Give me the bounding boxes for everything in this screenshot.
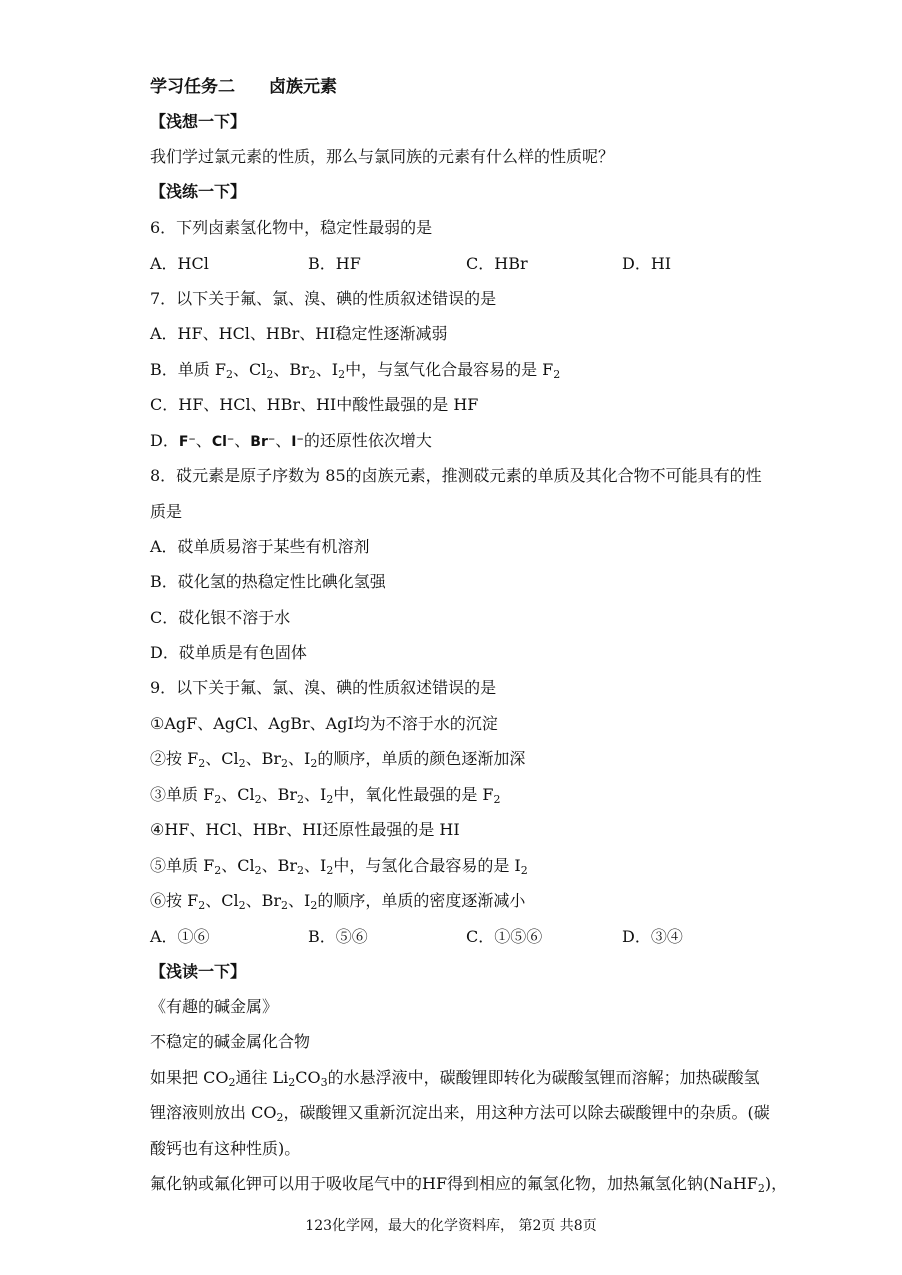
q7-option-d: D．F⁻、Cl⁻、Br⁻、I⁻的还原性依次增大 [150, 431, 432, 450]
q9-statement-1: ①AgF、AgCl、AgBr、AgI均为不溶于水的沉淀 [150, 714, 498, 733]
reading-paragraph1-line3: 酸钙也有这种性质)。 [150, 1139, 301, 1158]
q7-option-c: C．HF、HCl、HBr、HI中酸性最强的是 HF [150, 395, 479, 414]
think-text: 我们学过氯元素的性质，那么与氯同族的元素有什么样的性质呢？ [150, 147, 615, 166]
q6-stem: 6．下列卤素氢化物中，稳定性最弱的是 [150, 218, 433, 237]
q6-option-a: A．HCl [150, 254, 209, 273]
section-practice: 【浅练一下】 [150, 182, 247, 201]
reading-book-title: 《有趣的碱金属》 [150, 997, 279, 1016]
q8-option-b: B．砹化氢的热稳定性比碘化氢强 [150, 572, 386, 591]
q9-statement-4: ④HF、HCl、HBr、HI还原性最强的是 HI [150, 820, 460, 839]
section-think: 【浅想一下】 [150, 112, 247, 131]
q8-option-c: C．砹化银不溶于水 [150, 608, 291, 627]
q9-option-c: C．①⑤⑥ [466, 927, 543, 946]
q7-option-b: B．单质 $F_2$、$Cl_2$、$Br_2$、$I_2$中，与氢气化合最容易的是 $F_2$ [150, 360, 561, 381]
q8-stem-line1: 8．砹元素是原子序数为 85的卤族元素，推测砹元素的单质及其化合物不可能具有的性 [150, 466, 762, 485]
q8-stem-line2: 质是 [150, 502, 183, 521]
q7-option-a: A．HF、HCl、HBr、HI稳定性逐渐减弱 [150, 324, 448, 343]
q7-stem: 7．以下关于氟、氯、溴、碘的性质叙述错误的是 [150, 289, 497, 308]
q6-option-c: C．HBr [466, 254, 528, 273]
q9-statement-2: ②按 $F_2$、$Cl_2$、$Br_2$、$I_2$的顺序，单质的颜色逐渐加深 [150, 749, 526, 770]
q9-statement-6: ⑥按 $F_2$、$Cl_2$、$Br_2$、$I_2$的顺序，单质的密度逐渐减小 [150, 891, 526, 912]
q9-statement-3: ③单质 $F_2$、$Cl_2$、$Br_2$、$I_2$中，氧化性最强的是 $F_2$ [150, 785, 501, 806]
section-read: 【浅读一下】 [150, 962, 247, 981]
q9-option-a: A．①⑥ [150, 927, 210, 946]
reading-paragraph2: 氟化钠或氟化钾可以用于吸收尾气中的HF得到相应的氟氢化物，加热氟氢化钠(NaHF$_2$)， [150, 1174, 788, 1195]
q6-option-b: B．HF [308, 254, 361, 273]
q9-statement-5: ⑤单质 $F_2$、$Cl_2$、$Br_2$、$I_2$中，与氢化合最容易的是 $I_2$ [150, 856, 528, 877]
q8-option-d: D．砹单质是有色固体 [150, 643, 307, 662]
q9-option-d: D．③④ [622, 927, 683, 946]
reading-paragraph1-line2: 锂溶液则放出 $CO_2$，碳酸锂又重新沉淀出来，用这种方法可以除去碳酸锂中的杂质。(碳 [150, 1103, 770, 1124]
reading-subtitle: 不稳定的碱金属化合物 [150, 1032, 311, 1051]
q6-option-d: D．HI [622, 254, 672, 273]
page-title: 学习任务二 卤族元素 [150, 77, 337, 97]
q8-option-a: A．砹单质易溶于某些有机溶剂 [150, 537, 370, 556]
q9-stem: 9．以下关于氟、氯、溴、碘的性质叙述错误的是 [150, 678, 497, 697]
page-footer: 123化学网，最大的化学资料库， 第2页 共8页 [305, 1218, 597, 1234]
reading-paragraph1-line1: 如果把 $CO_2$通往 $Li_2CO_3$的水悬浮液中，碳酸锂即转化为碳酸氢锂而溶解；加热碳酸氢 [150, 1068, 760, 1089]
q9-option-b: B．⑤⑥ [308, 927, 368, 946]
